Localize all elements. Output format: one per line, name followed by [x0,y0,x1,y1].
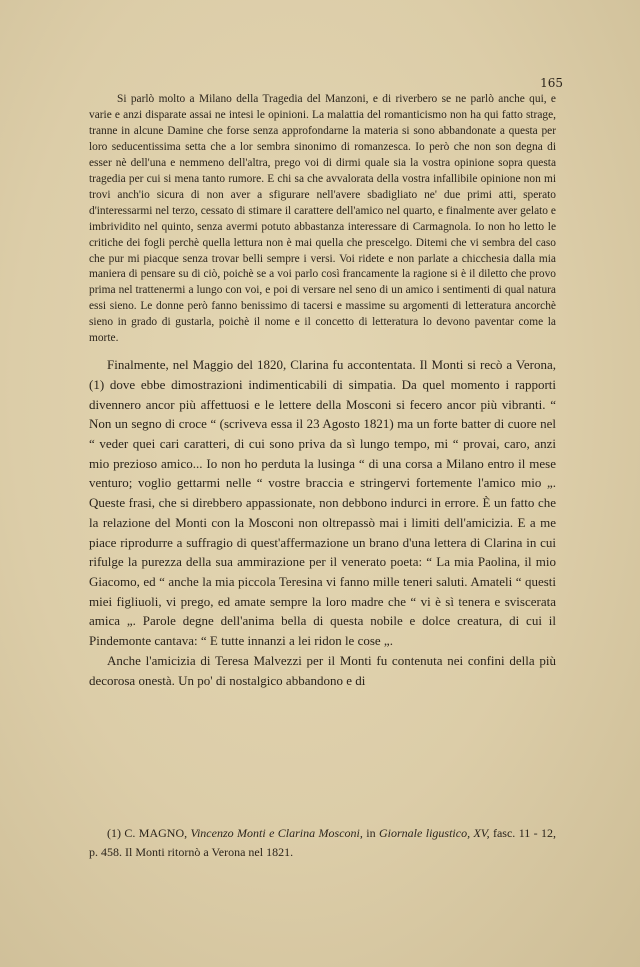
footnote [89,824,556,862]
page-number: 165 [540,76,563,90]
body-paragraph-2: Anche l'amicizia di Teresa Malvezzi per il Monti fu contenuta nei confini della più decorosa onestà. Un po' di nostalgico abbandono e di [89,652,556,688]
body-paragraph-1: Finalmente, nel Maggio del 1820, Clarina fu accontentata. Il Monti si recò a Verona, (1) dove ebbe dimostrazioni indimenticabili di simpatia. Da quel momento i rapporti divennero ancor più affettuosi e le lettere della Mosconi si fecero ancor più vibranti. “ Non un segno di croce “ (scriveva essa il 23 Agosto 1821) ma un forte batter di cuore nel “ veder quei cari caratteri, di cui sono priva da sì lungo tempo, mi “ provai, caro, anzi mio prezioso amico... Io non ho perduta la lusinga “ di una corsa a Milano entro il mese venturo; voglio gettarmi nelle “ vostre braccia e stringervi fortemente l'amico mio „. Queste frasi, che si direbbero appassionate, non debbono indurci in errore. È un fatto che la relazione del Monti con la Mosconi non oltrepassò mai i limiti dell'amicizia. E a me piace riprodurre a suffragio di quest'affermazione un brano d'una lettera di Clarina in cui rifulge la purezza della sua ammirazione per il venerato poeta: “ La mia Paolina, il mio Giacomo, ed “ anche la mia piccola Teresina vi fanno mille teneri saluti. Amateli “ questi miei figliuoli, vi prego, ed amate sempre la loro madre che “ vi è sì tenera e sviscerata amica „. Parole degne dell'anima bella di questa nobile e dolce creatura, di cui il Pindemonte cantava: “ E tutte innanzi a lei ridon le cose „. [89,357,556,649]
footnote-work-title: Vincenzo Monti e Clarina Mosconi, [190,826,363,840]
footnote-in: in [366,826,376,840]
footnote-marker: (1) C. MAGNO, [107,826,188,840]
quoted-letter-paragraph: Si parlò molto a Milano della Tragedia del Manzoni, e di riverbero se ne parlò anche qui, e varie e anzi disparate assai ne intesi le opinioni. La malattia del romanticismo non ha qui fatto strage, tranne in alcune Damine che forse senza approfondarne la materia si sono abbandonate a questa per loro seducentissima setta che a lor sembra sinonimo di romanzesca. Io però che non son degna di esser nè dell'una e nemmeno dell'altra, prego voi di dirmi quale sia la vostra opinione sopra questa tragedia per cui si mena tanto rumore. E chi sa che avvalorata della vostra infallibile opinione non mi trovi anch'io sicura di non aver a sfigurare nell'avere sbadigliato ne' due primi atti, sperato d'interessarmi nel terzo, cessato di stimare il carattere dell'amico nel quarto, e finalmente aver gelato e imbrividito nel quinto, senza avermi potuto abbastanza interessare di Carmagnola. Io non ho letto le critiche dei fogli perchè quella lettura non è mai quella che prescelgo. Ditemi che vi sembra del caso che pur mi piacque senza trovar belli sempre i versi. Voi ridete e non parlate a chicchesia dalla mia maniera di pensare su di ciò, poichè se a voi parlo così francamente la ragione si è il diletto che provo prima nel trattenermi a lungo con voi, e poi di versare nel seno di un amico i sentimenti di qual natura essi sieno. Le donne però fanno benissimo di tacersi e massime su argomenti di letteratura ancorchè sieno in grado di gustarla, poichè il nome e il concetto di letteratura lo devono paventar come la morte. [89,93,556,345]
footnote-journal: Giornale ligustico, XV, [379,826,490,840]
footnote-details: fasc. 11 - 12, p. 458. Il Monti ritornò a Verona nel 1821. [89,826,557,859]
body-text [89,92,556,690]
